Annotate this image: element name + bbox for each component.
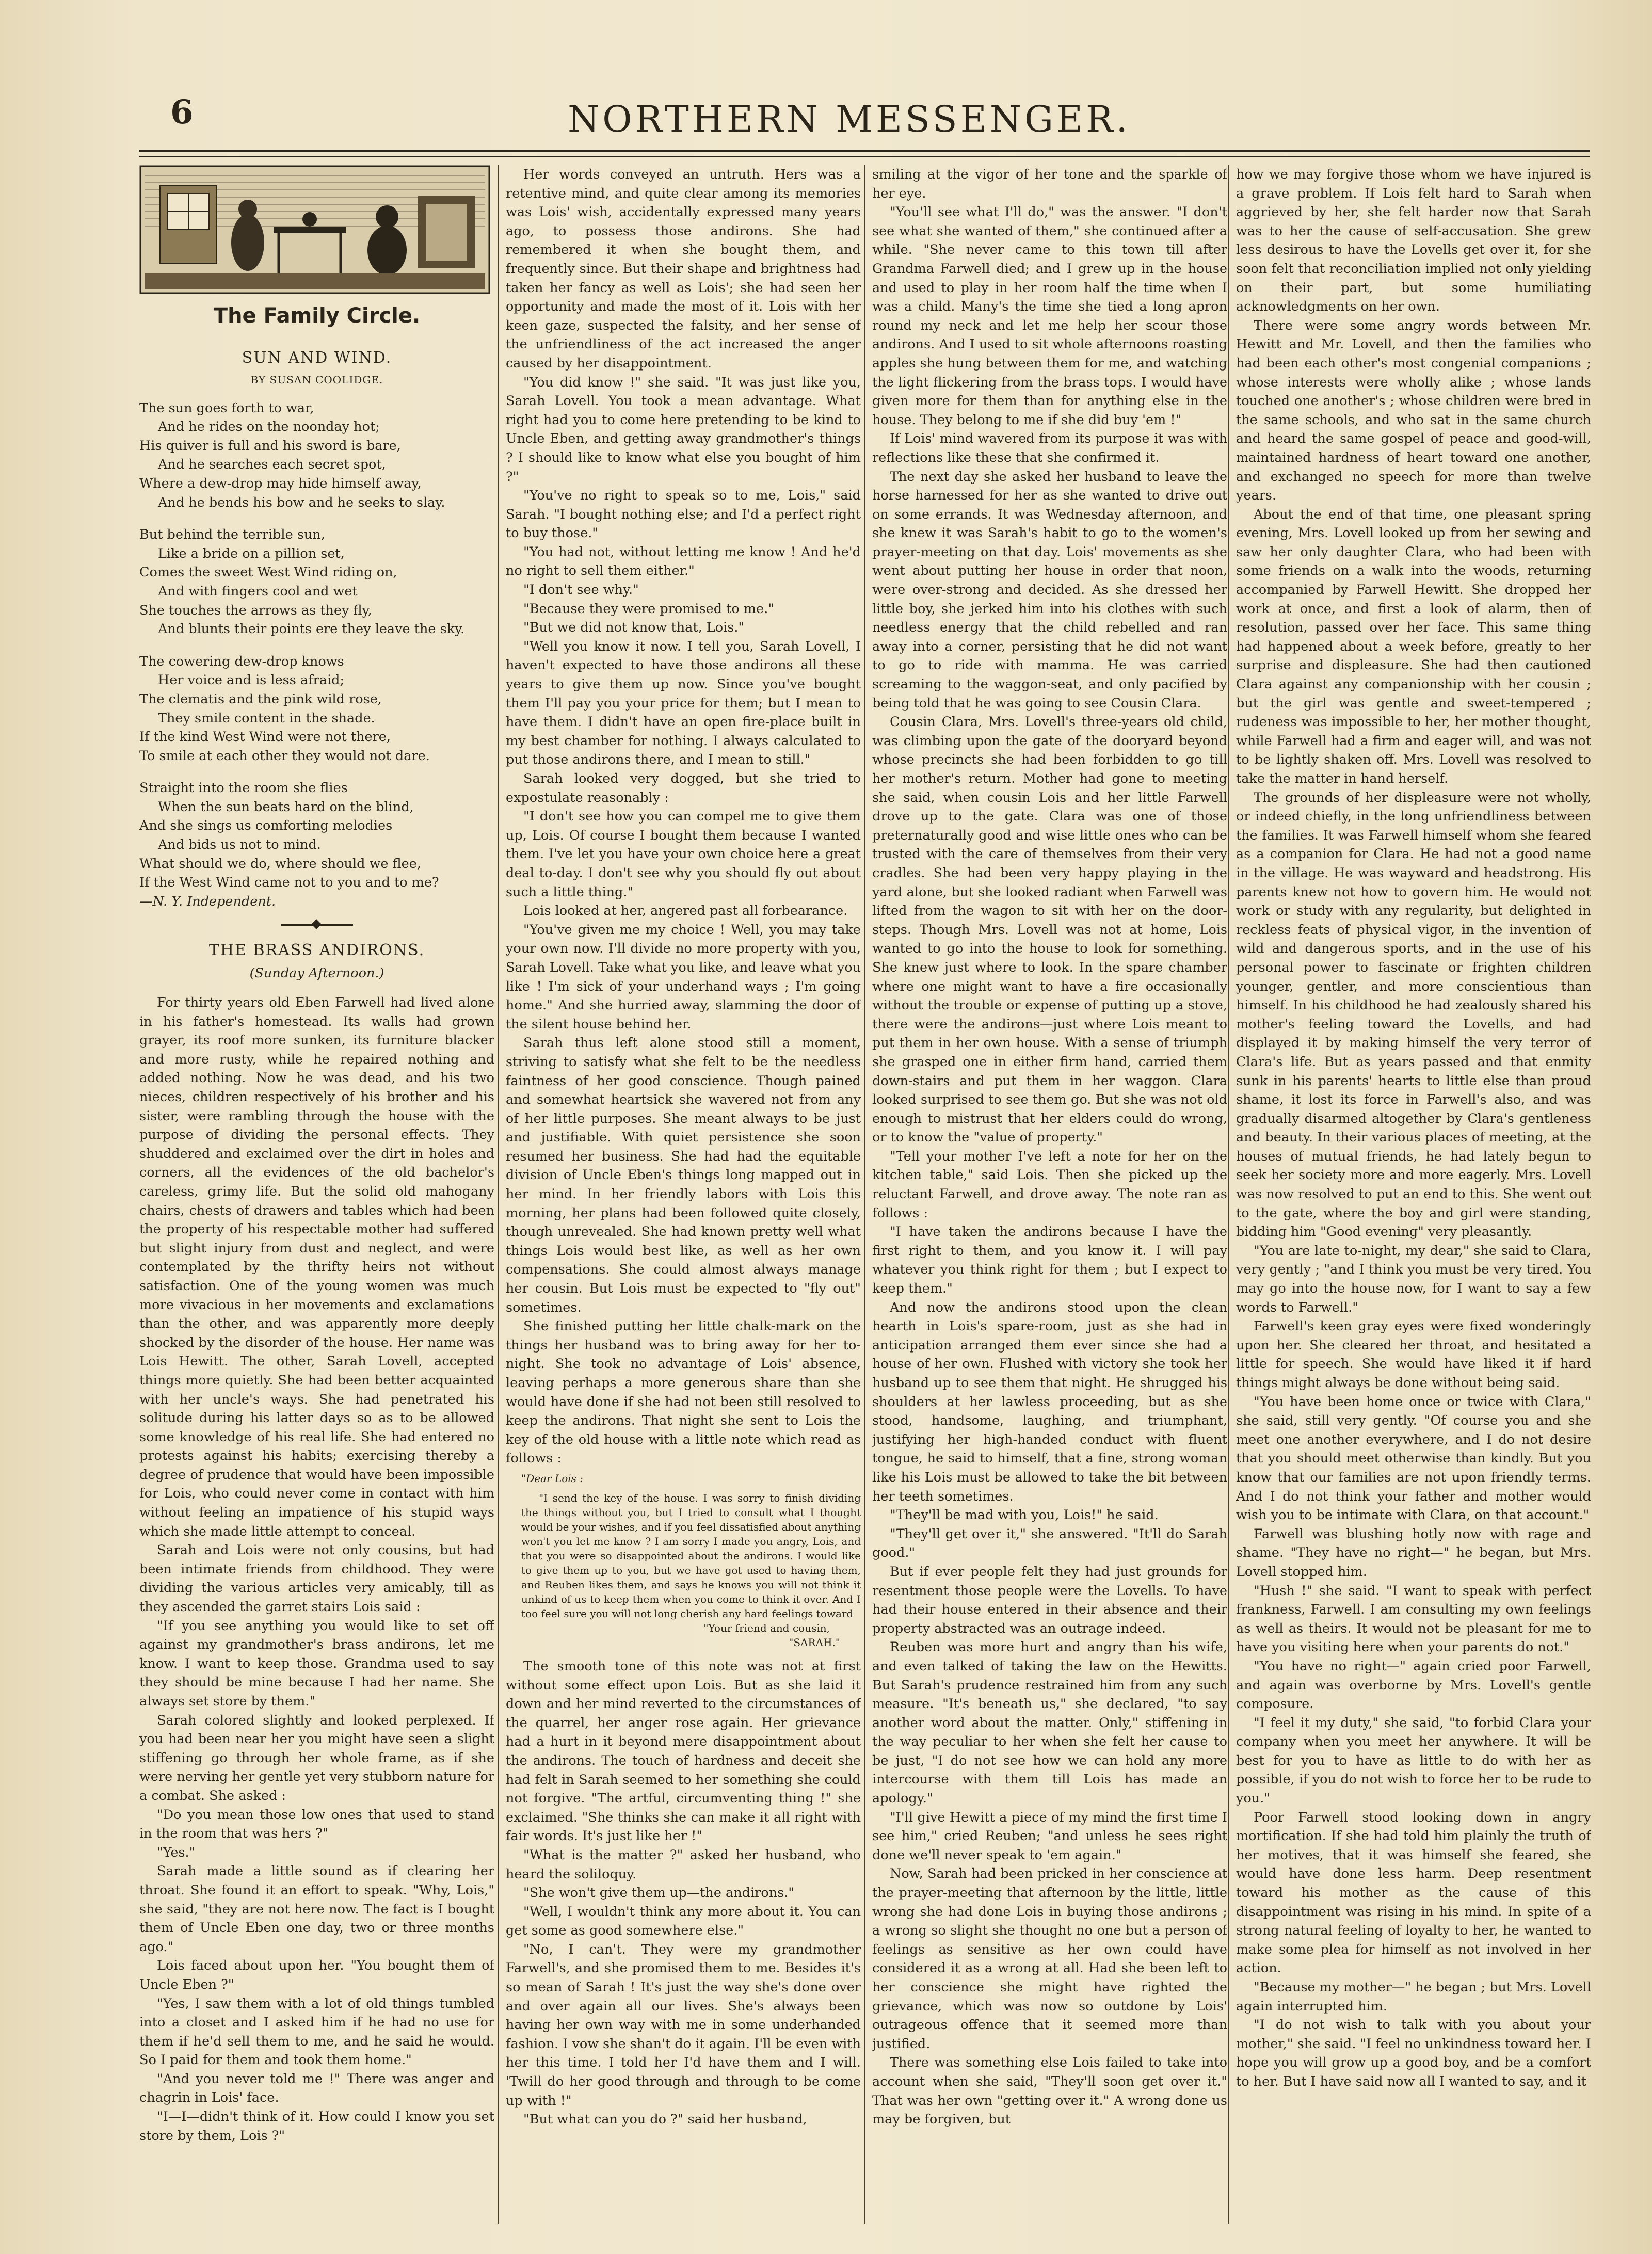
paragraph: "They'll be mad with you, Lois!" he said. [890,1507,1159,1523]
paragraph: "You did know !" she said. "It was just like you, Sarah Lovell. You took a mean advantage. What right had you to come here pretending to be kind to Uncle Eben, and getting away grandmother's things ? I should like to know what else you bought of him ?" [506,374,861,485]
poem-line: Like a bride on a pillion set, [158,545,345,561]
section-title: The Family Circle. [213,304,421,328]
paragraph: Lois faced about upon her. "You bought them of Uncle Eben ?" [139,1958,494,1992]
paragraph: "You've given me my choice ! Well, you may take your own now. I'll divide no more property with you, Sarah Lovell. Take what you like, and leave what you like ! I'm sick of your underhand ways ; I'm going home." And she hurried away, slamming the door of the silent house behind her. [506,922,861,1032]
poem-source: —N. Y. Independent. [139,893,276,909]
paragraph: "What is the matter ?" asked her husband, who heard the soliloquy. [506,1847,861,1882]
poem-line: If the kind West Wind were not there, [139,729,391,745]
paragraph: The smooth tone of this note was not at first without some effect upon Lois. But as she laid it down and her mind reverted to the circumstances of the quarrel, her anger rose again. Her grievance had a hurt in it beyond mere disappointment about the andirons. The touch of hardness and deceit she had felt in Sarah seemed to her something she could not forgive. "The artful, circumventing thing !" she exclaimed. "She thinks she can make it all right with fair words. It's just like her !" [506,1658,861,1844]
paragraph: "You've no right to speak so to me, Lois," said Sarah. "I bought nothing else; and I'd a perfect right to buy those." [506,488,861,541]
paragraph: Cousin Clara, Mrs. Lovell's three-years old child, was climbing upon the gate of the dooryard beyond whose precincts she had been forbidden to go till her mother's return. Mother had gone to meeting she said, when cousin Lois and her little Farwell drove up to the gate. Clara was one of those preternaturally good and wise little ones who can be trusted with the care of themselves from their very cradles. She had been very happy playing in the yard alone, but she looked radiant when Farwell was lifted from the wagon to sit with her on the door-steps. Though Mrs. Lovell was not at home, Lois wanted to go into the house to look for something. She knew just where to look. In the spare chamber where one might want to have a fire occasionally without the trouble or expense of putting up a stove, there were the andirons—just where Lois meant to put them in her own house. With a sense of triumph she grasped one in either firm hand, carried them down-stairs and put them in her waggon. Clara looked surprised to see them go. But she was not old enough to mistrust that her elders could do wrong, or to know the "value of property." [872,714,1227,1146]
paragraph: Lois looked at her, angered past all forbearance. [523,903,848,919]
paragraph: Sarah and Lois were not only cousins, but had been intimate friends from childhood. They were dividing the various articles very amicably, till as they ascended the garret stairs Lois said : [139,1542,494,1615]
poem-line: Straight into the room she flies [139,780,348,796]
poem-line: And with fingers cool and wet [158,583,358,599]
poem-line: And she sings us comforting melodies [139,818,393,834]
story-body [1236,165,1591,2091]
poem-line: The sun goes forth to war, [139,400,314,416]
paragraph: There was something else Lois failed to take into account when she said, "They'll soon get over it." That was her own "getting over it." A wrong done us may be forgiven, but [872,2055,1227,2128]
poem-line: But behind the terrible sun, [139,527,325,543]
poem-line: And blunts their points ere they leave the sky. [158,621,465,637]
story-title: THE BRASS ANDIRONS. [208,941,425,960]
note-body: "I send the key of the house. I was sorry to finish dividing the things without you, but I tried to consult what I thought would be your wishes, and if you feel dissatisfied about anything won't you let me know ? I am sorry I made you angry, Lois, and that you were so disappointed about the andirons. I would like to give them up to you, but we have got used to having them, and Reuben likes them, and says he knows you will not think it unkind of us to keep them when you come to think it over. And I too feel sure you will not long cherish any hard feelings toward [521,1491,861,1620]
paragraph: Poor Farwell stood looking down in angry mortification. If she had told him plainly the truth of her motives, that it was himself she feared, she would have done less harm. Deep resentment toward his mother as the cause of this disappointment was rising in his mind. In spite of a strong natural feeling of loyalty to her, he wanted to make some plea for himself as not involved in her action. [1236,1809,1591,1976]
paragraph: "Hush !" she said. "I want to speak with perfect frankness, Farwell. I am consulting my own feelings as well as theirs. It would not be pleasant for me to have you visiting here when your parents do not." [1236,1583,1591,1655]
paragraph: Sarah colored slightly and looked perplexed. If you had been near her you might have seen a slight stiffening go through her whole frame, as if she were nerving her gentle yet very stubborn nature for a combat. She asked : [139,1712,494,1804]
paragraph: "But what can you do ?" said her husband, [523,2112,807,2128]
paragraph: Her words conveyed an untruth. Hers was a retentive mind, and quite clear among its memories was Lois' wish, accidentally expressed many years ago, to possess those andirons. She had remembered it when she bought them, and frequently since. But their shape and brightness had taken her fancy as well as Lois'; she had seen her opportunity and made the most of it. Lois with her keen gaze, suspected the falsity, and her sense of the unfriendliness of the act increased the anger caused by her disappointment. [506,167,861,371]
paragraph: Reuben was more hurt and angry than his wife, and even talked of taking the law on the Hewitts. But Sarah's prudence restrained him from any such measure. "It's beneath us," she declared, "to say another word about the matter. Only," stiffening in the way peculiar to her when she felt her cause to be just, "I do not see how we can hold any more intercourse with them till Lois has made an apology." [872,1639,1227,1807]
paragraph: Sarah made a little sound as if clearing her throat. She found it an effort to speak. "Why, Lois," she said, "they are not here now. The fact is I bought them of Uncle Eben one day, two or three months ago." [139,1863,494,1955]
header-rule [139,150,1590,152]
paragraph: "You had not, without letting me know ! And he'd no right to sell them either." [506,544,861,579]
story-body [506,1657,861,2129]
poem-line: Her voice and is less afraid; [158,672,345,688]
paragraph: Farwell was blushing hotly now with rage and shame. "They have no right—" he began, but Mrs. Lovell stopped him. [1236,1526,1591,1580]
poem-line: The cowering dew-drop knows [139,653,344,669]
paragraph: About the end of that time, one pleasant spring evening, Mrs. Lovell looked up from her sewing and saw her only daughter Clara, who had been with some friends on a walk into the woods, returning accompanied by Farwell Hewitt. She dropped her work at once, and first a look of alarm, then of resolution, passed over her face. This same thing had happened about a week before, greatly to her surprise and displeasure. She had then cautioned Clara against any companionship with her cousin ; but the girl was gentle and sweet-tempered ; rudeness was impossible to her, her mother thought, while Farwell had a firm and eager will, and was not to be lightly shaken off. Mrs. Lovell was resolved to take the matter in hand herself. [1236,506,1591,786]
story-body [506,165,861,1468]
paragraph: "And you never told me !" There was anger and chagrin in Lois' face. [139,2071,494,2106]
poem-stanza [139,779,494,911]
poem-line: If the West Wind came not to you and to me? [139,875,439,891]
paragraph: "If you see anything you would like to set off against my grandmother's brass andirons, let me know. I want to keep those. Grandma used to say they should be mine because I had her name. She always set store by them." [139,1618,494,1709]
paragraph: "Well you know it now. I tell you, Sarah Lovell, I haven't expected to have those andirons all these years to give them up now. Since you've bought them I'll pay you your price for them; but I mean to have them. I didn't have an open fire-place built in my best chamber for nothing. I always calculated to put those andirons there, and I mean to still." [506,638,861,768]
masthead: NORTHERN MESSENGER. [568,98,1131,140]
section-divider [281,924,353,926]
column-2 [506,165,861,2229]
paragraph: Farwell's keen gray eyes were fixed wonderingly upon her. She cleared her throat, and hesitated a little for speech. She would have liked it if hard things might always be done without being said. [1236,1318,1591,1391]
column-rule [864,165,865,2224]
paragraph: "You have been home once or twice with Clara," she said, still very gently. "Of course you and she meet one another everywhere, and I do not desire that you should meet otherwise than kindly. But you know that our families are not upon friendly terms. And I do not think your father and mother would wish you to be intimate with Clara, on that account." [1236,1394,1591,1523]
paragraph: "I—I—didn't think of it. How could I know you set store by them, Lois ?" [139,2109,494,2144]
story-body [139,993,494,2145]
paragraph: "Yes." [157,1844,196,1860]
paragraph: If Lois' mind wavered from its purpose it was with reflections like these that she confirmed it. [872,431,1227,465]
paragraph: "Tell your mother I've left a note for her on the kitchen table," said Lois. Then she picked up the reluctant Farwell, and drove away. The note ran as follows : [872,1148,1227,1221]
poem-line: Where a dew-drop may hide himself away, [139,475,422,491]
poem-line: Comes the sweet West Wind riding on, [139,565,397,581]
column-rule [1228,165,1229,2224]
poem-line: The clematis and the pink wild rose, [139,691,382,707]
poem-line: And he rides on the noonday hot; [158,419,380,435]
paragraph: "I'll give Hewitt a piece of my mind the first time I see him," cried Reuben; "and unless he sees right done we'll never speak to 'em again." [872,1809,1227,1863]
paragraph: She finished putting her little chalk-mark on the things her husband was to bring away for her to-night. She took no advantage of Lois' absence, leaving perhaps a more generous share than she would have done if she had not been still resolved to keep the andirons. That night she sent to Lois the key of the old house with a little note which read as follows : [506,1318,861,1467]
paragraph: Sarah thus left alone stood still a moment, striving to satisfy what she felt to be the needless faintness of her good conscience. Though pained and somewhat heartsick she wavered not from any of her little purposes. She meant always to be just and justifiable. With quiet persistence she soon resumed her business. She had had the equitable division of Uncle Eben's things long mapped out in her mind. In her friendly labors with Lois this morning, her plans had been followed quite closely, though unrevealed. She had known pretty well what things Lois would best like, as well as her own compensations. She could almost always manage her cousin. But Lois must be expected to "fly out" sometimes. [506,1035,861,1315]
poem-line: She touches the arrows as they fly, [139,602,372,618]
page-number: 6 [170,93,194,132]
column-rule [498,165,499,2224]
paragraph: "No, I can't. They were my grandmother Farwell's, and she promised them to me. Besides it's so mean of Sarah ! It's just the way she's done over and over again all our lives. She's always been having her own way with me in some underhanded fashion. I vow she shan't do it again. I'll be even with her this time. I told her I'd have them and I will. 'Twill do her good through and through to be come up with !" [506,1941,861,2108]
paragraph: "Do you mean those low ones that used to stand in the room that was hers ?" [139,1807,494,1842]
poem-line: They smile content in the shade. [158,710,375,726]
paragraph: The grounds of her displeasure were not wholly, or indeed chiefly, in the long unfriendliness between the families. It was Farwell himself whom she feared as a companion for Clara. He had not a good name in the village. He was wayward and headstrong. His parents knew not how to govern him. He would not work or study with any regularity, but delighted in reckless feats of physical vigor, in the invention of wild and dangerous sports, and in the use of his personal power to fascinate or frighten children younger, gentler, and more conscientious than himself. In his childhood he had zealously shared his mother's feeling toward the Lovells, and had displayed it by making himself the very terror of Clara's life. But as years passed and that enmity sunk in his parents' hearts to little else than proud shame, it lost its force in Farwell's also, and was gradually disarmed altogether by Clara's gentleness and beauty. In their various places of meeting, at the houses of mutual friends, he had lately begun to seek her society more and more eagerly. Mrs. Lovell was now resolved to put an end to this. She went out to the gate, where the boy and girl were standing, bidding him "Good evening" very pleasantly. [1236,790,1591,1240]
paragraph: how we may forgive those whom we have injured is a grave problem. If Lois felt hard to Sarah when aggrieved by her, she felt harder now that Sarah was to her the cause of self-accusation. She grew less desirous to have the Lovells get over it, for she soon felt that reconciliation implied not only yielding on their part, but some humiliating acknowledgments on her own. [1236,167,1591,315]
poem-title: SUN AND WIND. [242,349,392,367]
story-subtitle: (Sunday Afternoon.) [249,965,384,981]
paragraph: "I have taken the andirons because I have the first right to them, and you know it. I will pay whatever you think right for them ; but I expect to keep them." [872,1224,1227,1297]
paragraph: smiling at the vigor of her tone and the sparkle of her eye. [872,167,1227,201]
paragraph: The next day she asked her husband to leave the horse harnessed for her as she wanted to drive out on some errands. It was Wednesday afternoon, and she knew it was Sarah's habit to go to the women's prayer-meeting on that day. Lois' movements as she went about putting her house in order that noon, were over-strong and decided. As she dressed her little boy, she jerked him into his clothes with such needless energy that the child rebelled and ran away into a corner, persisting that he did not want to go to ride with mamma. He was carried screaming to the waggon-seat, and only pacified by being told that he was going to see Cousin Clara. [872,469,1227,711]
paragraph: Sarah looked very dogged, but she tried to expostulate reasonably : [506,771,861,806]
poem-byline: BY SUSAN COOLIDGE. [250,374,383,386]
letter-note [521,1471,861,1650]
paragraph: Now, Sarah had been pricked in her conscience at the prayer-meeting that afternoon by the little, little wrong she had done Lois in buying those andirons ; a wrong so slight she thought no one but a person of feelings as sensitive as her own could have considered it as a wrong at all. Had she been left to her conscience she might have righted the grievance, which was now so outdone by Lois' outrageous offence that it seemed more than justified. [872,1866,1227,2052]
column-4 [1236,165,1591,2229]
note-salutation: "Dear Lois : [521,1472,583,1485]
paragraph: "Because my mother—" he began ; but Mrs. Lovell again interrupted him. [1236,1979,1591,2014]
paragraph: For thirty years old Eben Farwell had lived alone in his father's homestead. Its walls had grown grayer, its roof more sunken, its furniture blacker and more rusty, while he repaired nothing and added nothing. Now he was dead, and his two nieces, children respectively of his brother and his sister, were rambling through the house with the purpose of dividing the personal effects. They shuddered and exclaimed over the dirt in holes and corners, all the evidences of the old bachelor's careless, grimy life. But the solid old mahogany chairs, chests of drawers and tables which had been the property of his respectable mother had suffered but slight injury from dust and neglect, and were contemplated by the thrifty heirs not without satisfaction. One of the young women was much more vivacious in her movements and exclamations than the other, and was apparently more deeply shocked by the disorder of the house. Her name was Lois Hewitt. The other, Sarah Lovell, accepted things more quietly. She had been better acquainted with her uncle's ways. She had penetrated his solitude during his latter days so as to be allowed some knowledge of his real life. She had entered no protests against his habits; exercising thereby a degree of prudence that would have been impossible for Lois, who could never come in contact with him without feeling an impatience of his stupid ways which she made little attempt to conceal. [139,995,494,1539]
paragraph: "I feel it my duty," she said, "to forbid Clara your company when you meet her anywhere. It will be best for you to have as little to do with her as possible, if you do not wish to force her to be rude to you." [1236,1715,1591,1807]
poem-line: And bids us not to mind. [158,837,321,853]
header-rule-thin [139,156,1590,157]
paragraph: "They'll get over it," she answered. "It'll do Sarah good." [872,1526,1227,1561]
poem-line: His quiver is full and his sword is bare, [139,438,401,454]
paragraph: But if ever people felt they had just grounds for resentment those people were the Lovells. To have had their house entered in their absence and their property abstracted was an outrage indeed. [872,1564,1227,1636]
paragraph: "Well, I wouldn't think any more about it. You can get some as good somewhere else." [506,1904,861,1939]
paragraph: "But we did not know that, Lois." [523,620,745,636]
poem-line: To smile at each other they would not dare. [139,748,430,764]
poem-stanza [139,525,494,639]
poem-line: What should we do, where should we flee, [139,856,421,872]
poem-line: And he bends his bow and he seeks to slay. [158,494,445,510]
poem-line: When the sun beats hard on the blind, [158,799,414,815]
paragraph: And now the andirons stood upon the clean hearth in Lois's spare-room, just as she had in anticipation arranged them ever since she had a house of her own. Flushed with victory she took her husband up to see them that night. He shrugged his shoulders at her lawless proceeding, but as she stood, handsome, laughing, and triumphant, justifying her high-handed conduct with fluent tongue, he said to himself, that a fine, strong woman like his Lois must be allowed to take the bit between her teeth sometimes. [872,1299,1227,1504]
poem-stanza [139,399,494,512]
poem-line: And he searches each secret spot, [158,457,386,473]
column-1 [139,165,494,2229]
note-closing: "Your friend and cousin, [703,1621,830,1634]
paragraph: "I don't see how you can compel me to give them up, Lois. Of course I bought them because I wanted them. I've let you have your own choice here a great deal to-day. I don't see why you should fly out about such a little thing." [506,809,861,900]
paragraph: "You are late to-night, my dear," she said to Clara, very gently ; "and I think you must be very tired. You may go into the house now, for I want to say a few words to Farwell." [1236,1243,1591,1315]
paragraph: There were some angry words between Mr. Hewitt and Mr. Lovell, and then the families who had been each other's most congenial companions ; whose interests were wholly alike ; whose lands touched one another's ; whose children were bred in the same schools, and who sat in the same church and heard the same gospel of peace and good-will, maintained hardness of heart toward one another, and exchanged no speech for more than twelve years. [1236,317,1591,504]
paragraph: "She won't give them up—the andirons." [523,1885,795,1901]
paragraph: "Because they were promised to me." [523,601,774,617]
paragraph: "I don't see why." [523,582,639,598]
family-circle-engraving [139,165,490,294]
story-body [872,165,1227,2129]
paragraph: "You'll see what I'll do," was the answer. "I don't see what she wanted of them," she continued after a while. "She never came to this town till after Grandma Farwell died; and I grew up in the house and used to play in her room half the time when I was a child. Many's the time she tied a long apron round my neck and let me help her scour those andirons. And I used to sit whole afternoons roasting apples she hung between them for me, and watching the light flickering from the brass tops. I would have given more for them than for anything else in the house. They belong to me if she did buy 'em !" [872,204,1227,428]
poem-stanza [139,652,494,766]
column-3 [872,165,1227,2229]
paragraph: "Yes, I saw them with a lot of old things tumbled into a closet and I asked him if he had no use for them if he'd sell them to me, and he said he would. So I paid for them and took them home." [139,1995,494,2068]
paragraph: "You have no right—" again cried poor Farwell, and again was overborne by Mrs. Lovell's gentle composure. [1236,1658,1591,1712]
paragraph: "I do not wish to talk with you about your mother," she said. "I feel no unkindness toward her. I hope you will grow up a good boy, and be a comfort to her. But I have said now all I wanted to say, and it [1236,2017,1591,2089]
note-signature: "SARAH." [789,1636,840,1649]
